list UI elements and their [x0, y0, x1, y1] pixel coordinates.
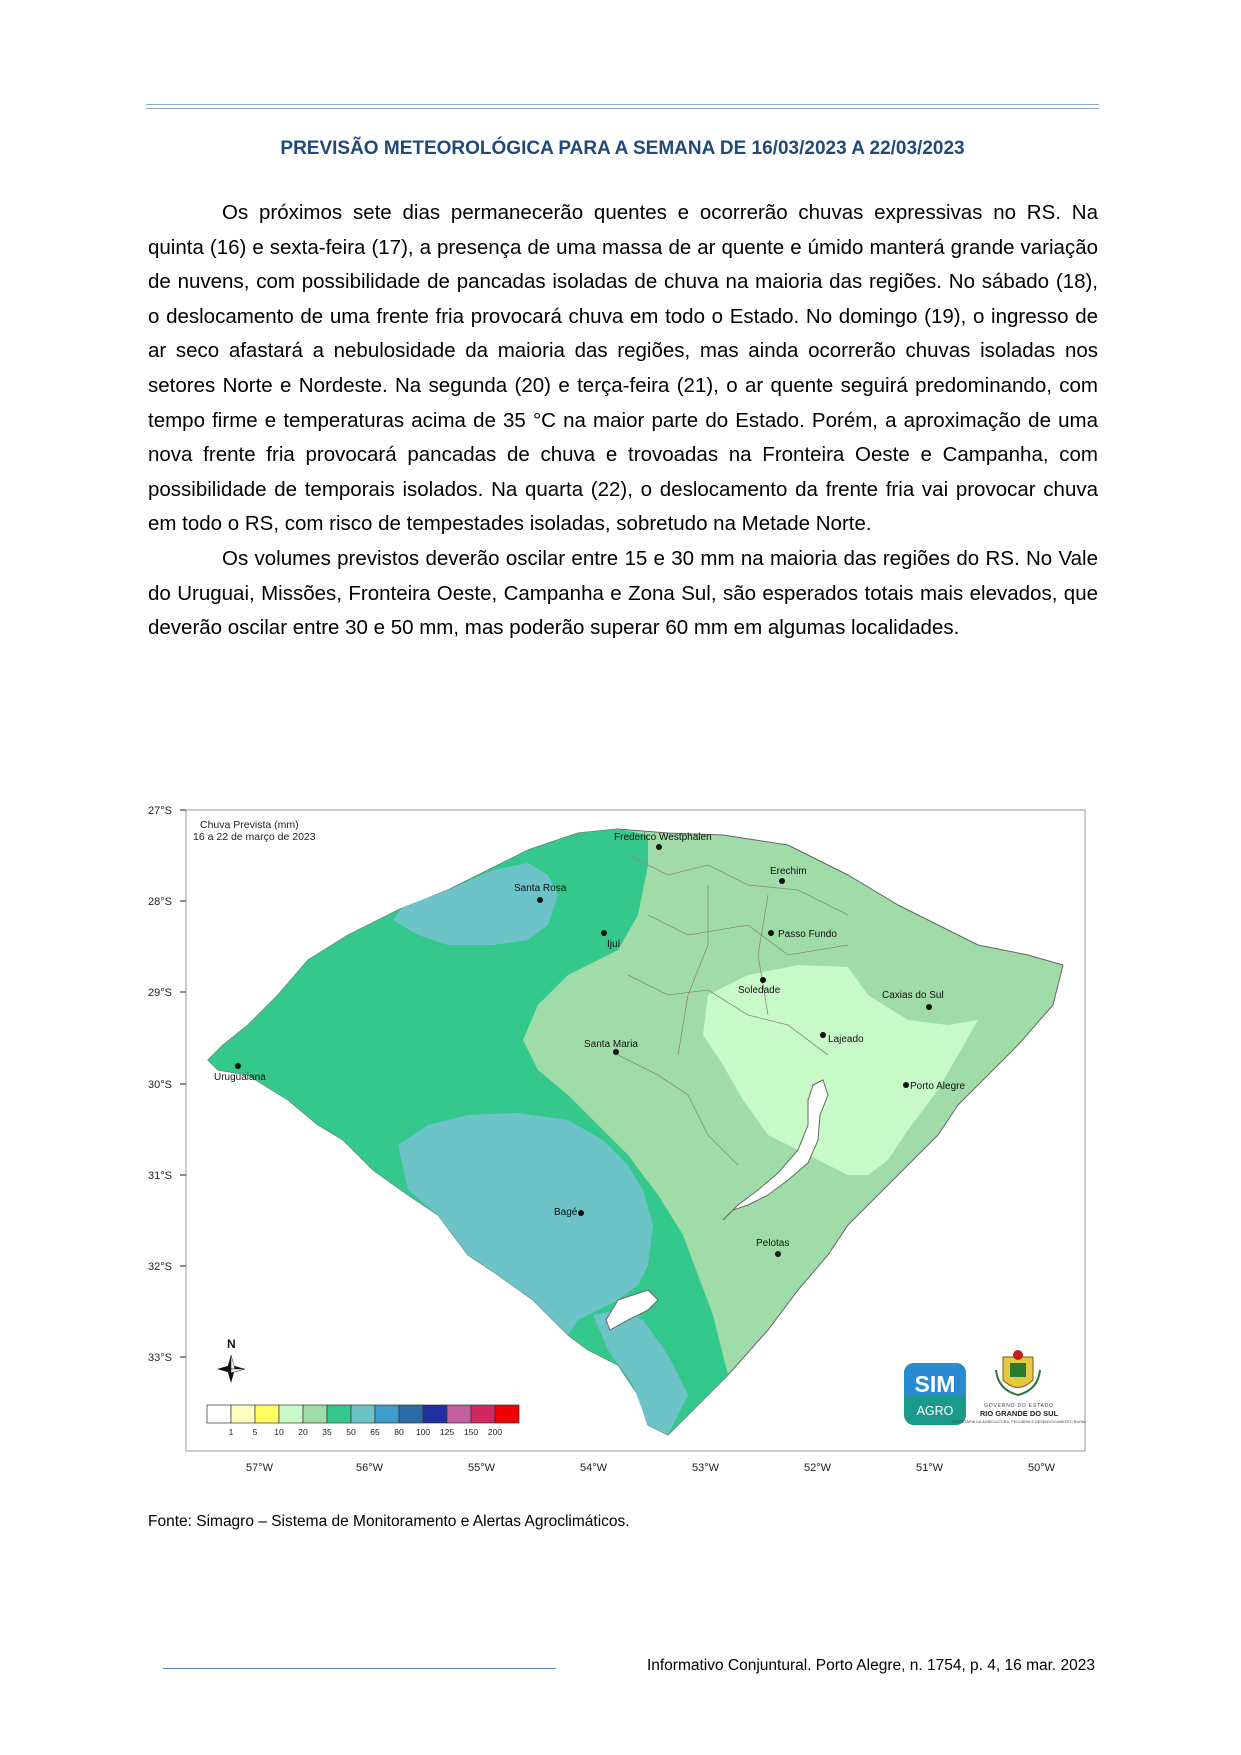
- scale-swatch: [351, 1405, 375, 1423]
- city-dot: [926, 1004, 932, 1010]
- scale-label: 80: [394, 1427, 404, 1437]
- city-dot: [601, 930, 607, 936]
- lat-label: 27°S: [148, 805, 172, 817]
- city-dot: [656, 844, 662, 850]
- city-label: Pelotas: [756, 1238, 790, 1249]
- lon-label: 53°W: [692, 1462, 720, 1474]
- scale-swatch: [231, 1405, 255, 1423]
- longitude-axis: [246, 1462, 1056, 1474]
- lat-label: 28°S: [148, 896, 172, 908]
- city-label: Erechim: [770, 866, 807, 877]
- city-label: Santa Rosa: [514, 883, 567, 894]
- scale-label: 150: [463, 1427, 479, 1437]
- city-dot: [760, 977, 766, 983]
- city-dot: [235, 1063, 241, 1069]
- map-legend-period: 16 a 22 de março de 2023: [193, 831, 316, 843]
- page-footer: Informativo Conjuntural. Porto Alegre, n. 1754, p. 4, 16 mar. 2023: [646, 1657, 1095, 1674]
- gov-line-2: RIO GRANDE DO SUL: [979, 1409, 1059, 1418]
- scale-swatch: [303, 1405, 327, 1423]
- lat-label: 32°S: [148, 1261, 172, 1273]
- scale-label: 50: [346, 1427, 356, 1437]
- map-legend-title: Chuva Prevista (mm): [200, 819, 299, 831]
- lon-label: 55°W: [468, 1462, 496, 1474]
- simagro-logo-top: SIM: [914, 1371, 956, 1397]
- scale-swatch: [375, 1405, 399, 1423]
- header-rule: [146, 104, 1099, 105]
- paragraph-2: Os volumes previstos deverão oscilar entre 15 e 30 mm na maioria das regiões do RS. No Vale do Uruguai, Missões, Fronteira Oeste, Campanha e Zona Sul, são esperados totais mais elevados, que deverão oscilar entre 30 e 50 mm, mas poderão superar 60 mm em algumas localidades.: [148, 546, 1098, 640]
- city-dot: [820, 1032, 826, 1038]
- city-dot: [775, 1251, 781, 1257]
- north-label: N: [227, 1337, 236, 1351]
- city-label: Passo Fundo: [778, 929, 837, 940]
- simagro-logo-bottom: AGRO: [916, 1404, 954, 1418]
- rainfall-map: [148, 795, 1093, 1488]
- city-dot: [768, 930, 774, 936]
- header-rule-secondary: [146, 108, 1099, 109]
- city-dot: [578, 1210, 584, 1216]
- city-label: Lajeado: [828, 1034, 864, 1045]
- city-dot: [779, 878, 785, 884]
- lon-label: 56°W: [356, 1462, 384, 1474]
- scale-swatch: [399, 1405, 423, 1423]
- city-label: Santa Maria: [584, 1039, 638, 1050]
- scale-label: 5: [252, 1427, 258, 1437]
- lon-label: 50°W: [1028, 1462, 1056, 1474]
- city-label: Bagé: [554, 1207, 578, 1218]
- scale-label: 125: [439, 1427, 455, 1437]
- lat-label: 30°S: [148, 1079, 172, 1091]
- page-title: PREVISÃO METEOROLÓGICA PARA A SEMANA DE 16/03/2023 A 22/03/2023: [280, 138, 965, 159]
- city-label: Frederico Westphalen: [614, 832, 712, 843]
- scale-swatch: [279, 1405, 303, 1423]
- scale-label: 100: [415, 1427, 431, 1437]
- scale-swatch: [207, 1405, 231, 1423]
- city-label: Soledade: [738, 985, 781, 996]
- scale-swatch: [327, 1405, 351, 1423]
- city-dot: [537, 897, 543, 903]
- city-label: Porto Alegre: [910, 1081, 966, 1092]
- figure-source: Fonte: Simagro – Sistema de Monitoramento e Alertas Agroclimáticos.: [148, 1513, 630, 1530]
- city-dot: [903, 1082, 909, 1088]
- rainfall-map-figure: [148, 795, 1093, 1488]
- city-label: Caxias do Sul: [882, 990, 944, 1001]
- city-label: Ijuí: [607, 939, 621, 950]
- lon-label: 54°W: [580, 1462, 608, 1474]
- scale-label: 35: [322, 1427, 332, 1437]
- latitude-axis: [148, 805, 186, 1364]
- gov-line-3: SECRETARIA DA AGRICULTURA, PECUÁRIA E DESENVOLVIMENTO RURAL: [951, 1420, 1087, 1424]
- scale-label: 1: [228, 1427, 234, 1437]
- scale-label: 200: [487, 1427, 503, 1437]
- lat-label: 33°S: [148, 1352, 172, 1364]
- lon-label: 57°W: [246, 1462, 274, 1474]
- footer-rule: [163, 1668, 556, 1669]
- scale-label: 20: [298, 1427, 308, 1437]
- paragraph-1: Os próximos sete dias permanecerão quentes e ocorrerão chuvas expressivas no RS. Na quinta (16) e sexta-feira (17), a presença de uma massa de ar quente e úmido manterá grande variação de nuvens, com possibilidade de pancadas isoladas de chuva na maioria das regiões. No sábado (18), o deslocamento de uma frente fria provocará chuva em todo o Estado. No domingo (19), o ingresso de ar seco afastará a nebulosidade da maioria das regiões, mas ainda ocorrerão chuvas isoladas nos setores Norte e Nordeste. Na segunda (20) e terça-feira (21), o ar quente seguirá predominando, com tempo firme e temperaturas acima de 35 °C na maior parte do Estado. Porém, a aproximação de uma nova frente fria provocará pancadas de chuva e trovoadas na Fronteira Oeste e Campanha, com possibilidade de temporais isolados. Na quarta (22), o deslocamento da frente fria vai provocar chuva em todo o RS, com risco de tempestades isoladas, sobretudo na Metade Norte.: [148, 201, 1098, 536]
- lon-label: 52°W: [804, 1462, 832, 1474]
- scale-swatch: [471, 1405, 495, 1423]
- simagro-logo: [904, 1363, 966, 1425]
- scale-swatch: [495, 1405, 519, 1423]
- scale-label: 65: [370, 1427, 380, 1437]
- lon-label: 51°W: [916, 1462, 944, 1474]
- scale-label: 10: [274, 1427, 284, 1437]
- scale-swatch: [423, 1405, 447, 1423]
- city-label: Uruguaiana: [214, 1072, 266, 1083]
- body-text: [148, 196, 1098, 646]
- lat-label: 31°S: [148, 1170, 172, 1182]
- scale-swatch: [447, 1405, 471, 1423]
- gov-line-1: GOVERNO DO ESTADO: [984, 1403, 1054, 1409]
- lat-label: 29°S: [148, 987, 172, 999]
- scale-swatch: [255, 1405, 279, 1423]
